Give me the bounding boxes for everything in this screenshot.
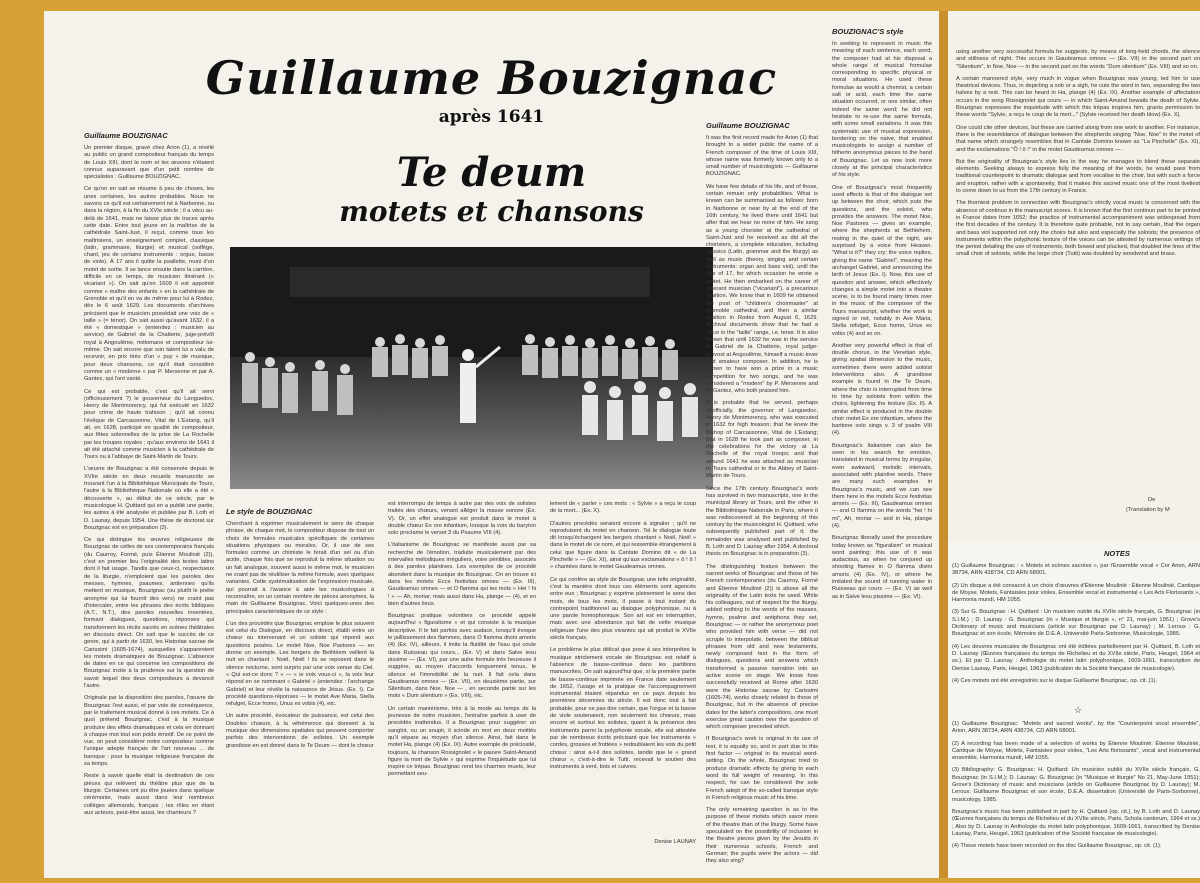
notes-en — [952, 721, 1200, 871]
paragraph: Bouzignac's music has been published in part by H. Quittard (op. cit.), by B. Loth and D. Launay (Œuvres françaises du temps de Richelieu et du XVIIe siècle, Paris, Schola cantorum, 1964 et ss.) ; Also by D. Launay in Anthologie du motet latin polyphonique, 1609-1661, transcribed by Denise Launay, Paris, Heugel, 1963 (publication of the Société française de musicologie). — [952, 808, 1200, 837]
paragraph: We have few details of his life, and of those, certain remain only probabilities. What is known can be summarised as follows: born in Narbonne or near by at the end of the 16th century, he lived there until 1641 but after that we hear no more of him. He sang as a young chorister at the cathedral of Saint-Just and he received as did all the choristers, a complete education, including classics (Latin, grammar and the liturgy) as well as music (theory, singing and certain instruments: organ and bass viol), until the age of 17, for which occasion he wrote a motet. He then embarked on the career of itinerant musician ("vicariant"), a precarious position. We know that in 1609 he obtained the post of "children's choirmaster" at Grenoble cathedral, and then a similar position in Rodez from August 6, 1629. Archival documents show that he had a voice in the "taille" range, i.e. tenor. It is also known that until 1632 he was in the service of Gabriel de la Chatterie, royal judge-provost at Angoulême, himself a music-lover and amateur composer. In addition, he is known to have won a prize in a music competition for two songs, and he was considered a "modern" by P. Mersenne and A. Gantez, who both praised him. — [706, 183, 818, 395]
header-fr-style: Le style de BOUZIGNAC — [226, 507, 313, 516]
paragraph: But the originality of Bouzignac's style lies in the way he manages to blend these separate elements. Seeking always to express fully the meaning of the words, he would pass from traditional counterpoint to dramatic dialogue and from vocalise to the choir, but with such a force and eruption, rather with a spontaneity, that it makes this sacred music one of the most liveliest to come down to us from the 17th century in France. — [956, 158, 1200, 195]
paragraph: Another very powerful effect is that of double chorus, in the Venetian style, giving spatial dimension to the music, sometimes there were added soloist interventions also. A grandiose example is found in the Te Deum, where the choir is interrupted from time to time by soloists from within the choirs, lightening the texture (Ex. II). A similar effect is produced in the double choir motet Ex ore infantium, where the baritone solo sings v. 3 of psalm VIII (4). — [832, 342, 932, 437]
paragraph: The distinguishing feature between the sacred works of Bouzignac and those of his French contemporaries (du Caurroy, Formé and Étienne Moulinié (2)) is above all the originality of the Latin texts he used. While his colleagues, out of respect for the liturgy, added nothing to the words of the masses, hymns, psalms and antiphons they set, Bouzignac — or rather the anonymous poet who provided him with verse — did not scruple to interpolate, between the biblical phrases from old and new testaments, newly composed text in the form of dialogues, questions and answers which transformed a passive narration into an active scene on stage. We know how successfully received at Rome after 1630 were the Historiae sacrae by Carissimi (1605-74), works closely related to those of Bouzignac, but in the absence of precise dates for the latter's compositions, one must exercise great caution over the question of which composer preceded which. — [706, 563, 818, 731]
paragraph: A certain mannered style, very much in vogue when Bouzignac was young, led him to use theatrical devices. Thus, in depicting a sob or a sigh, he cuts the word in two, separating the two halves by a rest. This can be heard in Ha, plange (4) (Ex. IX). Another example of affectation occurs in the song Rossignolet qui cours — in which Saint-Amand bewails the death of Sylvie. Bouzignac expresses the inquietude with which this trépas inspires him, grants permission to these words "Sylvie, a reçu le coup de la mort..." (Sylvie received her death blow) (Ex. X). — [956, 75, 1200, 119]
paragraph: L'œuvre de Bouzignac a été conservée depuis le XVIIe siècle en deux recueils manuscrits se trouvant l'un à la Bibliothèque Municipale de Tours, l'autre à la Bibliothèque Nationale où elle a été « découverte », au début de ce siècle, par le musicologue H. Quittard qui en a publié une partie, les autres à été analysée et publiée par B. Loth et D. Launay, depuis 1954. Une thèse de doctorat sur Bouzignac est en préparation (3). — [84, 466, 214, 531]
paragraph: D'autres procédés seraient encore à signaler ; qu'il ne reproduisent du motet en chanson. Tel le dialogue toute dit lorsqu'échangent les bergers chantant « Noël, Noël » dans le motet de ce nom, et qui ressemble étrangement à celui que figure dans la Cantate Domino dit « de La Pinchelle » — (Ex. XI), ainsi qu'aux exclamations « ô ! ô ! » chantées dans le motet Gaudeamus omnes. — [550, 520, 696, 571]
paragraph: (4) Les deuvres musicales de Bouzignac ont été éditées partiellement par H. Quittard, B. Loth et D. Launay (Œuvres françaises du temps de Richelieu et du XVIIe siècle, Paris, Heugel, 1964 et ss.). Et par D. Launay : Anthologie du motet latin polyphonique, 1609-1661, transcription de Denise Launay, Paris, Heugel, 1963 (publication de la Société française de musicologie). — [952, 643, 1200, 672]
fr-style-column-1 — [226, 521, 374, 861]
paragraph: The only remaining question is as to the purpose of these motets which savor more of the theatre than of the liturgy. Some have speculated on the possibility of inclusion in the theatre pieces given by the Jesuits in their numerous schools, French and German; the pupils were the actors — did they also sing? — [706, 807, 818, 865]
paragraph: lement de « parler » ces mots : « Sylvie » a reçu le coup de la mort... (Ex. X). — [550, 501, 696, 515]
paragraph: L'italianisme de Bouzignac se manifeste aussi par sa recherche de l'émotion, traduite musicalement par des intervalles mélodiques irréguliers, voire pénibles, associés à des paroles plaintives. Les exemples de ce procédé abondent dans la musique de Bouzignac. On en trouve ici dans les motets Ecce festivitas omnes — (Ex. III), Gaudeamus omnes — et O flamma qui les mots « Hei ! hi ! » — Ah, moriar, mais aussi dans Ha, plange — (4), et en bien d'autres lieux. — [388, 542, 536, 607]
paragraph: L'un des procédés que Bouzignac emploie le plus souvent est celui du Dialogue, en discours direct, établi entre un chœur ou intervenant et un soliste qui répond aux questions posées. Le motet Noe, Noe Pastores — en donne un exemple. Les bergers de Bethléem veillent la nuit en chantant : Noël, Noël ! ils se reposent dans le silence nocturne, sont surpris par une voix venue du Ciel. « Qui est-ce donc ? » — « ie voix vous-ci », la voix leur répond en se nommant « Gabriel » (entendez : l'archange Gabriel) et leur révèle la naissance de Jésus. (Ex. I). Ce procédé questions-réponses — le motet Ave Maria, Stella refulget, Ecce homo, Unus ex vobis (4), etc. — [226, 620, 374, 708]
paragraph: (1) Guillaume Bouzignac : « Motets et scènes sacrées », par l'Ensemble vocal « Cor Arion, ARN 38734, ARN 438734, CD ARN 68001. — [952, 563, 1200, 577]
paragraph: Ce qui confère au style de Bouzignac une telle originalité, c'est la manière dont tous ces éléments sont agencés entre eux ; Bouzignac y exprime pleinement le sens des mots, de tous les mots, il passe à tout instant du contrepoint traditionnel au dialogue polyphonique, ou à une parole homophonique. Son art est en interruption, mais avec une abondance qui fait de cette musique religieuse l'une des plus vivantes qui ait produit le XVIIe siècle français. — [550, 576, 696, 642]
paragraph: Un autre procédé, évocateur de puissance, est celui des Doubles chœurs, à la véhémence qui donnent à la musique des dimensions spatiales qui peuvent comporter parfois des interventions de solistes. Un exemple grandiose en est donné dans le Te Deum — dont le chœur — [226, 713, 374, 749]
fr-style-column-2 — [388, 501, 536, 861]
paragraph: One of Bouzignac's most frequently used effects is that of the dialogue set up between the choir, which puts the questions, and the soloist, who provides the answers. The motet Noe, Noe Pastores — gives an example, where the shepherds at Bethlehem, resting in the quiet of the night, are surprised by a voice from Heaven. "What is it?" they cry; the voice replies, giving the name "Gabriel", meaning the archangel Gabriel, and announcing the birth of Jesus (Ex. I). Now, this use of question and answer, which effectively changes a simple motet into a theatre scene, is to be found many times over in the music of the composer of the Tours manuscript, whether the work is signed or not, notably in Ave Maria, Stella refulget, Ecce homo, Unus ex vobis (4) and so on. — [832, 184, 932, 337]
paragraph: Ce qui est probable, c'est qu'il ait servi (officieusement ?) le gouverneur du Languedoc, Henry de Montmorency, qui fut exécuté en 1632 pour crime de haute trahison ; qu'il ait connu l'évêque de Carcassonne, Vital de L'Estang, qu'il ait, en 1628, participé en qualité de compositeur, aux fêtes solennelles de la prise de La Rochelle par les troupes royales ; qu'aux environs de 1641 il ait été attaché comme musicien à la cathédrale de Tours ou à l'abbaye de Saint-Martin de Tours. — [84, 388, 214, 461]
en-style-column — [832, 41, 932, 600]
fr-style-column-3 — [550, 501, 696, 826]
notes-panel — [948, 541, 1200, 878]
album-gutter — [939, 11, 948, 878]
notes-fr — [952, 563, 1200, 703]
composer-title: Guillaume Bouzignac — [205, 51, 778, 105]
paragraph: (4) Ces motets ont été enregistrés sur le disque Guillaume Bouzignac, op. cit. (1). — [952, 677, 1158, 684]
translator-credit: (Translation by M — [1126, 507, 1170, 513]
paragraph: Ce qui distingue les œuvres religieuses de Bouzignac de celles de ses contemporains français (du Caurroy, Formé, puis Étienne Moulinié (2)), c'est en premier lieu l'originalité des textes latins dont il fait usage. Tandis que ceux-ci, respectueux de la liturgie, n'emploient que les paroles des messes, hymnes, psaumes, antiennes qu'ils mettent en musique, Bouzignac (ou plutôt le poète anonyme qui lui fournit des vers) ne craint pas d'intercaler, entre les phrases des écrits bibliques (A.T., N.T.), des paroles nouvelles inventées, formant dialogues, questions, réponses qui transforment les récits sacrés en scènes théâtrales en discours direct. On sait que le succès de ce genre, qui à partir de 1630, les Historiae sacrae de Carissimi (1605-1674), auxquelles s'apparentent les motets dramatiques de Bouzignac. L'absence de dates en ce qui concerne les compositions de Bouzignac incite à la prudence sur la question de savoir lequel des deux compositeurs a devancé l'autre. — [84, 537, 214, 690]
paragraph: (3) Bibliography: G. Bouzignac: H. Quittard: Un musicien oublié du XVIIe siècle français, G. Bouzignac (in S.I.M.); D. Launay: G. Bouzignac (in "Musique et liturgie" No 21, May-June 1951); Grove's Dictionary of music and musicians (article on Guillaume Bouzignac by D. Launay); M. Leroux: Guillaume Bouzignac et son école, D.E.A. dissertation (Université de Paris-Sorbonne), musicology, 1985. — [952, 767, 1200, 803]
notes-separator-star: ☆ — [1073, 705, 1083, 715]
paragraph: Un certain maniérisme, très à la mode au temps de la jeunesse de notre musicien, l'entraîne parfois à user de procédés inattendus. Il a Bouzignac pour suggérer un sanglot, ou un soupir, il scinde en mot en deux moitiés qu'il sépare au moyen d'un silence. Ainsi, fait dans le motet Ha, plange (4) (Ex. IX). Autre exemple de préciosité, toujours, la chanson Rossignolet « le pauvre Saint-Amand figure la mort de Sylvie » qui exprime l'inquiétude que lui inspire ce trépas. Bouzignac rend les charmes muets, leur permettant seu- — [388, 705, 536, 778]
header-en-bio: Guillaume BOUZIGNAC — [706, 121, 790, 130]
paragraph: Bouzignac's Italianism can also be seen in his search for emotion, translated in musical terms by irregular, even awkward, melodic intervals, associated with plaintive words. There are many such examples in Bouzignac's music, and we can see them here in the motets Ecce festivitas amoris — (Ex. III), Gaudeamus omnes — and O flamma on the words "hei ! hi mi", Ah, moriar — and in Ha, plange (4). — [832, 442, 932, 529]
paragraph: In seeking to represent in music the meaning of each sentence, each word, the composer had at his disposal a whole range of musical formulae corresponding to specific physical or moral situations. He used these formulae as would a chemist, a certain salt or acid, each time the same situation occurred, or one similar, often indeed the same word; he did not hesitate to re-use the same formula, with some small variations. It was this systematic use of musical expression, bordering on the naive, that enabled musicologists to assign a number of hitherto anonymous pieces to the hand of Bouzignac. Let us now look more closely at the principal characteristics of his style. — [832, 41, 932, 179]
en-style-continued-column — [956, 49, 1200, 509]
header-fr-bio: Guillaume BOUZIGNAC — [84, 131, 168, 140]
work-subtitle: motets et chansons — [339, 195, 644, 228]
author-signature: Denise LAUNAY — [654, 839, 696, 845]
paragraph: (2) Un disque a été consacré à un choix d'œuvres d'Étienne Moulinié : Étienne Moulinié, Cantique de Moyse, Motets, Fantaisies pour violes, Ensemble vocal et instrumental « Les Arts Florissants », Harmonia mundi, HM 1055. — [952, 582, 1200, 604]
composer-date: après 1641 — [438, 107, 545, 127]
notes-title: NOTES — [1104, 549, 1130, 558]
paragraph: Reste à savoir quelle était la destination de ces pièces qui relèvent du théâtre plus que de la liturgie. Certaines ont pu être jouées dans quelque cérémonie, mais aussi dans leur nombreux collèges allemands, français ; les rôles en étant aux acteurs, peut-être aussi, les chanteurs ? — [84, 773, 214, 816]
left-page — [44, 11, 939, 878]
paragraph: Ce qu'on en sait se résume à peu de choses, les unes certaines, les autres probables. Nous ne savons ce qu'il est certainement né à Narbonne, ou dans la région, à la fin du XVIe siècle ; il a vécu au-delà de 1641, mais ne laisse plus de traces après cette date. Entre tout jeune en la maîtrise de la cathédrale Saint-Just, il reçut, comme tous les maîtrisiens, un enseignement complet, classique (latin, grammaire, liturgie) et musical (solfège, chant, jeu de certains instruments : orgue, basse de viole). À 17 ans il quitte la psallette, muni d'un motet de sortie. Il se lance ensuite dans la carrière, difficile en ce temps, de musicien itinérant (« vicariant »). On sait qu'en 1609 il est appointé comme « maître des enfants » en la cathédrale de Grenoble et qu'il en va de même pour lui à Rodez, dès le 6 août 1629. Les documents d'archives précisent que le musicien possédait une voix de « taille » (= ténor). On sait aussi qu'avant 1632, il a été « domestique » (entendez : musicien au service) de Gabriel de la Chatterie, juge-prévôt royal à Angoulême, mélomane et compositeur lui-même. On sait encore que son talent lui a valu de recevoir, en prix tirés d'un « puy » de musique, pour deux chansons, ce qu'il était considéré comme un « moderne » par P. Mersenne et par A. Gantez, qui l'ont vanté. — [84, 186, 214, 383]
paragraph: Un premier disque, gravé chez Arion (1), a révélé au public un grand compositeur français du temps de Louis XIII, dont le nom et les œuvres n'étaient connus auparavant que d'un petit nombre de spécialistes : Guillaume BOUZIGNAC. — [84, 145, 214, 181]
paragraph: (3) Sur G. Bouzignac : H. Quittard : Un musicien oublié du XVIIe siècle français, G. Bouzignac (in S.I.M.) ; D. Launay : G. Bouzignac (in « Musique et liturgie », n° 21, mai-juin 1951) ; Grove's Dictionary of music and musicians (article sur Bouzignac par D. Launay) ; M. Leroux : G. Bouzignac et son école, Mémoire de D.E.A. Université Paris-Sorbonne, Musicologie, 1985. — [952, 609, 1200, 638]
paragraph: The thorniest problem in connection with Bouzignac's strictly vocal music is concerned with the absence of continuo in the manuscript scores. It is known that the first continuo part to be printed in France dates from 1652; the practice of instrumental accompaniment was widespread from the first decades of the century. It is therefore quite probable, not to say certain, that the organ and bass viol supported not only the choirs but also and especially the soloists; the presence of instruments within the polyphonic texture of the voices can be attested by numerous writings of the period detailing the use of instruments, both bowed and plucked, that doubled the lines of the small choir of soloists, while the large choir (Tutti) was doubled by woodwind and brass. — [956, 200, 1200, 258]
paragraph: It was the first record made for Arion (1) that brought to a wider public the name of a French composer of the time of Louis XIII, whose name was formerly known only to a small number of musicologists — Guillaume BOUZIGNAC. — [706, 135, 818, 178]
concert-photo — [230, 247, 713, 489]
right-page — [948, 11, 1200, 878]
en-bio-column — [706, 135, 818, 865]
paragraph: est interrompu de temps à autre par des voix de solistes traités des chœurs, venant alléger la masse sonore (Ex. V). Or, un effet analogue est produit dans le motet à double chœur Ex ore infantium, lorsque la voix du baryton solo proclame le verset 3 du Psaume VIII (4). — [388, 501, 536, 537]
paragraph: Le problème le plus délicat que pose à ses interprètes la musique strictement vocale de Bouzignac est relatif à l'absence de basse-continue dans les partitions manuscrites. On sait aujourd'hui que, si la première partie de basse-continue imprimée en France date seulement de 1652, l'usage et la pratique de l'accompagnement instrumental étaient répandus en ce pays depuis les premières décennies du siècle. Il est donc tout à fait probable, pour ne pas dire certain, que l'orgue et la basse de viole soutenaient, non seulement les chœurs, mais encore et surtout les solistes, quant à la présence des instruments parmi la polyphonie vocale, elle est attestée par de nombreux écrits précisant que les instruments « cordes, grosses et frottées » redoublaient les voix du petit chœur : ainsi a-t-il des solistes, tandis que le « grand chœur », c'est-à-dire le Tutti, recevait le soutien des instruments à vent, bois et cuivres. — [550, 647, 696, 771]
right-signature: De — [1148, 497, 1156, 503]
paragraph: Since the 17th century Bouzignac's work has survived in two manuscripts, one in the municipal library at Tours, and the other in the Bibliothèque Nationale in Paris, where it was rediscovered at the beginning of this century by the musicologist H. Quittard, who subsequently published part of it; the remainder was analysed and published by B. Loth and D. Launay after 1954. A doctoral thesis on Bouzignac is in preparation (3). — [706, 485, 818, 558]
work-title: Te deum — [396, 149, 587, 196]
paragraph: (2) A recording has been made of a selection of works by Étienne Moulinié: Étienne Moulinié, Cantique de Moyse, Motets, Fantaisies pour violes, "Les Arts florissants", vocal and instrumental ensemble, Harmonia mundi, HM 1055. — [952, 740, 1200, 762]
paragraph: Originale par la disposition des paroles, l'œuvre de Bouzignac l'est aussi, et par voie de conséquence, par le traitement musical donné à ces motets. Ce à quoi prétend Bouzignac, c'est à la musique produire des effets dramatiques et cela en donnant à chaque mot tout son poids émotif. De ce point de vue, on peut considérer notre compositeur comme l'unique adepte français de l'art nouveau ... de baroque : pour la musique religieuse française de sa temps. — [84, 695, 214, 768]
fr-bio-column — [84, 145, 214, 835]
paragraph: One could cite other devices, but these are carried along from one work to another. For instance, there is the resemblance of dialogue between the shepherds singing "Noe, Noe" in the motet of that name which strangely resembles that in Cantate Domino known as "La Pinchelle" (Ex. XI), and the exclamations "Ô ! ô !" in the motet Gaudeamus omnes — . — [956, 124, 1200, 153]
header-en-style: BOUZIGNAC'S style — [832, 27, 904, 36]
paragraph: (4) These motets have been recorded on the disc Guillaume Bouzignac, op. cit. (1). — [952, 843, 1162, 850]
paragraph: If Bouzignac's work is original in its use of text, it is equally so, and in part due to this first factor — original in its musical word-setting. On the whole, Bouzignac tried to produce dramatic effects by giving to each word its full weight of meaning. In this respect, he can be considered the sole French adept of the so-called baroque style in French religious music of his time. — [706, 736, 818, 801]
paragraph: It is probable that he served, perhaps unofficially, the governor of Languedoc, Henry de Montmorency, who was executed in 1632 for high treason; that he knew the Bishop of Carcassonne, Vital de L'Estang; that in 1628 he took part as composer, in the celebrations for the victory at La Rochelle of the royal troops; and that around 1641 he was attached as musician to Tours cathedral or to the Abbey of Saint-Martin de Tours. — [706, 400, 818, 480]
paragraph: using another very successful formula he suggests, by means of long-held chords, the silence and stillness of night. This occurs in Gaudeamus omnes — (Ex. VII) in the second part on "Silentium", in Noe, Noe — in the second part on the words "Dum silentium" (Ex. VIII) and so on. — [956, 49, 1200, 70]
paragraph: (1) Guillaume Bouzignac: "Motets and sacred works", by the "Counterpoint vocal ensemble", Arion, ARN 38734, ARN 438734, CD ARN 68001. — [952, 721, 1200, 735]
paragraph: Bouzignac liberally used the procedure today known as "figuralism" or musical word painting; this use of it was audacious, as when he conjured up shooting flames in O flamma divini amoris (4) (Ex. IV), or where he imitated the sound of running water in Ruisseau qui cours — (Ex. V) as well as in Salve lesu pissime — (Ex. VI). — [832, 535, 932, 600]
paragraph: Cherchant à exprimer musicalement le sens de chaque phrase, de chaque mot, le compositeur dispose de tout un choix de formules musicales spécifiques de certaines situations physiques ou morales. Or, il use de ses formules comme un chimiste le ferait d'un sel ou d'un acide, chaque fois que se reproduit la même situation ou un fait analogue, souvent aussi le même mot, le musicien ne craint pas de réutiliser la même formule, avec quelques variantes. Cette systématisation de l'expression musicale, qui pourrait à l'avance à aide les musicologues à reconnaître, en un certain nombre de pièces anonymes, la main de Guillaume Bouzignac. Voici quelques-unes des principales caractéristiques de ce style : — [226, 521, 374, 615]
choir-photo-illustration — [230, 247, 713, 489]
paragraph: Bouzignac pratique volontiers ce procédé appelé aujourd'hui « figuralisme » et qui consiste à la musique descriptive. Il le fait parfois avec audace, lorsqu'il évoque le jaillissement des flammes, dans O flamma divini amoris (4) (Ex. IV), ailleurs, il imite la fluidité de l'eau qui coule dans Ruisseau qui cours... (Ex. V) et dans Salve lesu pissime — (Ex. VI), par une autre formule très heureuse il suggère, au moyen d'accords longuement tenus, le silence et l'immobilité de la nuit. Il fait cela dans Gaudeamus omnes — (Ex. VII), en deuxième partie, sur Silentium, dans Noe, Noe — , en seconde partie sur les mots « Dum silentium » (Ex. VIII), etc. — [388, 613, 536, 700]
